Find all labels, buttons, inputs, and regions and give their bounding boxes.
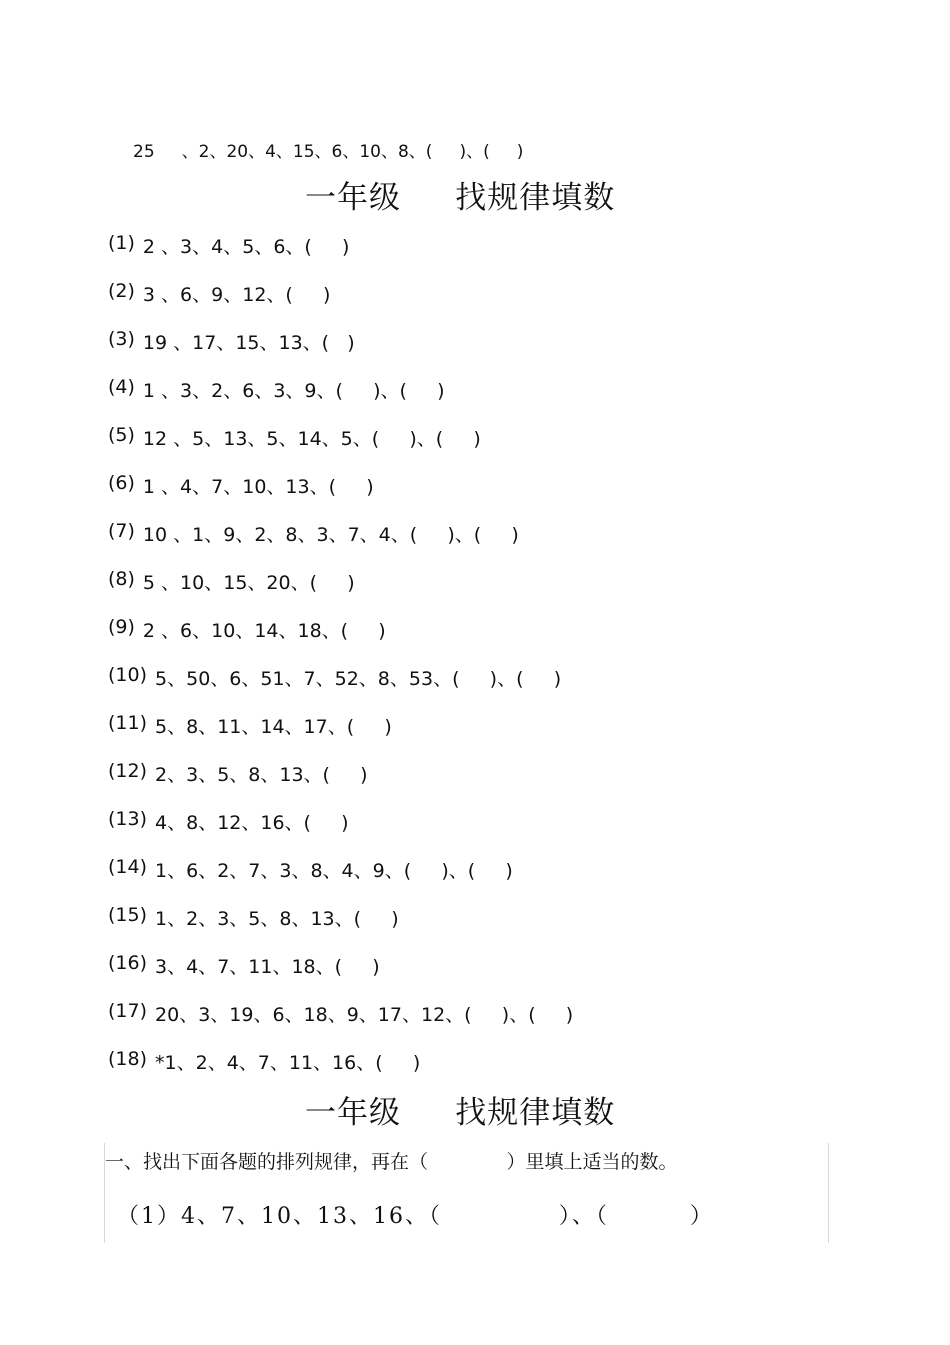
problem-number: (1) — [108, 232, 135, 254]
problem-sequence: 19 、17、15、13、( ) — [142, 332, 355, 354]
problem-item — [108, 472, 573, 520]
problem-item — [108, 904, 573, 952]
exercise-box — [104, 1143, 829, 1243]
problem-sequence: 10 、1、9、2、8、3、7、4、( )、( ) — [142, 524, 519, 546]
problem-item — [108, 1000, 573, 1048]
problem-sequence: 2 、6、10、14、18、( ) — [142, 620, 386, 642]
problem-sequence: 3 、6、9、12、( ) — [142, 284, 331, 306]
problem-number: (14) — [108, 856, 148, 878]
problem-number: (7) — [108, 520, 135, 542]
problem-sequence: 20、3、19、6、18、9、17、12、( )、( ) — [155, 1004, 574, 1026]
problem-line: （1）4、7、10、13、16、（ ）、（ ） — [117, 1204, 714, 1229]
problem-sequence: 5、50、6、51、7、52、8、53、( )、( ) — [155, 668, 562, 690]
header-sequence: 25 、2、20、4、15、6、10、8、( )、( ) — [133, 142, 524, 162]
problem-sequence: 1 、3、2、6、3、9、( )、( ) — [142, 380, 445, 402]
problem-item — [108, 376, 573, 424]
problem-sequence: 1、2、3、5、8、13、( ) — [155, 908, 399, 930]
problem-number: (6) — [108, 472, 135, 494]
problem-item — [108, 808, 573, 856]
problem-item — [108, 664, 573, 712]
problem-number: (11) — [108, 712, 148, 734]
problem-sequence: 5 、10、15、20、( ) — [142, 572, 355, 594]
problem-number: (12) — [108, 760, 148, 782]
problem-item — [108, 616, 573, 664]
problem-number: (9) — [108, 616, 135, 638]
problem-sequence: 1 、4、7、10、13、( ) — [142, 476, 374, 498]
section-title: 一年级 找规律填数 — [305, 1095, 616, 1131]
problem-item — [108, 760, 573, 808]
problem-item — [108, 328, 573, 376]
problem-item — [108, 520, 573, 568]
problem-sequence: 2 、3、4、5、6、( ) — [142, 236, 350, 258]
problem-number: (16) — [108, 952, 148, 974]
problem-sequence: 1、6、2、7、3、8、4、9、( )、( ) — [155, 860, 513, 882]
problem-number: (4) — [108, 376, 135, 398]
problem-sequence: 3、4、7、11、18、( ) — [155, 956, 380, 978]
problem-item — [108, 424, 573, 472]
problem-item — [108, 856, 573, 904]
problem-number: (15) — [108, 904, 148, 926]
problem-number: (18) — [108, 1048, 148, 1070]
problem-sequence: 2、3、5、8、13、( ) — [155, 764, 368, 786]
problem-number: (2) — [108, 280, 135, 302]
problem-sequence: *1、2、4、7、11、16、( ) — [155, 1052, 421, 1074]
problem-item — [108, 952, 573, 1000]
problem-number: (13) — [108, 808, 148, 830]
problem-item — [108, 232, 573, 280]
problem-number: (10) — [108, 664, 148, 686]
problem-number: (5) — [108, 424, 135, 446]
problem-list — [108, 232, 573, 1096]
problem-sequence: 5、8、11、14、17、( ) — [155, 716, 392, 738]
problem-item — [108, 712, 573, 760]
problem-item — [108, 280, 573, 328]
problem-sequence: 4、8、12、16、( ) — [155, 812, 349, 834]
problem-number: (17) — [108, 1000, 148, 1022]
problem-number: (8) — [108, 568, 135, 590]
problem-item — [108, 568, 573, 616]
section-title: 一年级 找规律填数 — [305, 180, 616, 216]
instruction-text: 一、找出下面各题的排列规律，再在（ ）里填上适当的数。 — [105, 1151, 678, 1173]
problem-number: (3) — [108, 328, 135, 350]
problem-sequence: 12 、5、13、5、14、5、( )、( ) — [142, 428, 481, 450]
